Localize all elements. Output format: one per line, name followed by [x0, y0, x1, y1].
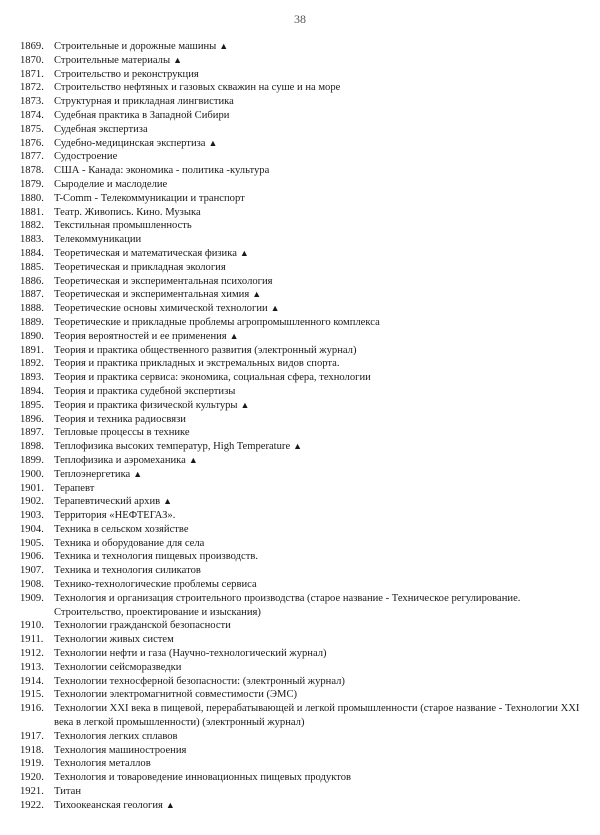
list-item: [20, 192, 585, 206]
entry-title: [54, 482, 585, 496]
entry-title-text: Титан: [54, 786, 82, 798]
entry-title-text: Технология машиностроения: [54, 744, 187, 756]
entry-title-text: Строительные материалы: [54, 54, 171, 66]
entry-title: [54, 109, 585, 123]
entry-title: [54, 385, 585, 399]
triangle-mark-icon: ▲: [270, 303, 280, 314]
entry-title: [54, 123, 585, 137]
list-item: [20, 564, 585, 578]
entry-title: [54, 564, 585, 578]
list-item: [20, 123, 585, 137]
entry-title: [54, 316, 585, 330]
entry-title: [54, 219, 585, 233]
entry-title-text: Теплофизика и аэромеханика: [54, 454, 186, 466]
entry-title: [54, 523, 585, 537]
list-item: [20, 771, 585, 785]
entry-number: 1894.: [20, 385, 44, 397]
entry-number: 1921.: [20, 786, 44, 798]
list-item: [20, 688, 585, 702]
entry-title-text: Теоретическая и математическая физика: [54, 247, 237, 259]
list-item: [20, 702, 585, 730]
entry-title-text: Теплоэнергетика: [54, 468, 131, 480]
entry-title-text: Территория «НЕФТЕГАЗ».: [54, 510, 176, 522]
entry-title-text: Теория и практика судебной экспертизы: [54, 385, 236, 397]
entry-title: [54, 495, 585, 509]
entry-title: [54, 730, 585, 744]
list-item: [20, 730, 585, 744]
list-item: [20, 330, 585, 344]
entry-title-text: Теоретические основы химической технологии: [54, 303, 268, 315]
entry-title-text: Технико-технологические проблемы сервиса: [54, 579, 257, 591]
entry-title: [54, 261, 585, 275]
entry-number: 1878.: [20, 165, 44, 177]
entry-title: [54, 592, 585, 620]
triangle-mark-icon: ▲: [208, 137, 218, 148]
entry-title-text: Технология и товароведение инновационных пищевых продуктов: [54, 772, 352, 784]
list-item: [20, 661, 585, 675]
list-item: [20, 633, 585, 647]
entry-title: [54, 633, 585, 647]
triangle-mark-icon: ▲: [188, 454, 198, 465]
triangle-mark-icon: ▲: [229, 330, 239, 341]
entry-title-text: Теория и практика общественного развития (электронный журнал): [54, 344, 357, 356]
list-item: [20, 468, 585, 482]
list-item: [20, 592, 585, 620]
list-item: [20, 302, 585, 316]
entry-title: [54, 550, 585, 564]
entry-number: 1893.: [20, 372, 44, 384]
entry-number: 1918.: [20, 744, 44, 756]
entry-number: 1900.: [20, 468, 44, 480]
list-item: [20, 578, 585, 592]
entry-number: 1871.: [20, 68, 44, 80]
entry-title-text: Театр. Живопись. Кино. Музыка: [54, 206, 201, 218]
entry-number: 1897.: [20, 427, 44, 439]
entry-number: 1898.: [20, 441, 44, 453]
entry-title-text: Строительство нефтяных и газовых скважин на суше и на море: [54, 82, 341, 94]
list-item: [20, 95, 585, 109]
entry-number: 1901.: [20, 482, 44, 494]
entry-number: 1910.: [20, 620, 44, 632]
list-item: [20, 344, 585, 358]
entry-number: 1903.: [20, 510, 44, 522]
entry-number: 1919.: [20, 758, 44, 770]
entry-title: [54, 661, 585, 675]
entry-title-text: Технологии электромагнитной совместимости (ЭМС): [54, 689, 298, 701]
list-item: [20, 81, 585, 95]
list-item: [20, 523, 585, 537]
triangle-mark-icon: ▲: [163, 496, 173, 507]
entry-title-text: Терапевтический архив: [54, 496, 161, 508]
list-item: [20, 675, 585, 689]
entry-title-text: Технологии XXI века в пищевой, перерабатывающей и легкой промышленности (старое название - Технологии XXI века в легкой промышленности) (электронный журнал): [54, 703, 580, 729]
entry-title: [54, 619, 585, 633]
entry-number: 1883.: [20, 234, 44, 246]
triangle-mark-icon: ▲: [239, 247, 249, 258]
entry-title: [54, 537, 585, 551]
entry-title-text: Судебная практика в Западной Сибири: [54, 109, 230, 121]
entry-number: 1922.: [20, 799, 44, 811]
entry-number: 1870.: [20, 54, 44, 66]
entry-number: 1875.: [20, 123, 44, 135]
entry-number: 1908.: [20, 579, 44, 591]
entry-number: 1872.: [20, 82, 44, 94]
list-item: [20, 482, 585, 496]
entry-title: [54, 40, 585, 54]
entry-title-text: Техника и технология пищевых производств.: [54, 551, 259, 563]
entry-title: [54, 178, 585, 192]
entry-number: 1884.: [20, 247, 44, 259]
entry-title: [54, 426, 585, 440]
list-item: [20, 399, 585, 413]
entry-number: 1887.: [20, 289, 44, 301]
entry-number: 1888.: [20, 303, 44, 315]
entry-title-text: Теплофизика высоких температур, High Temperature: [54, 441, 291, 453]
list-item: [20, 137, 585, 151]
entry-title-text: Технологии техносферной безопасности: (электронный журнал): [54, 675, 345, 687]
entry-title: [54, 647, 585, 661]
list-item: [20, 757, 585, 771]
list-item: [20, 178, 585, 192]
entry-title: [54, 799, 585, 813]
triangle-mark-icon: ▲: [165, 799, 175, 810]
entry-title-text: Теория и практика физической культуры: [54, 399, 238, 411]
entry-title-text: Техника и технология силикатов: [54, 565, 201, 577]
entry-title: [54, 468, 585, 482]
entry-number: 1896.: [20, 413, 44, 425]
entry-title-text: Теоретическая и экспериментальная химия: [54, 289, 250, 301]
list-item: [20, 537, 585, 551]
entry-number: 1907.: [20, 565, 44, 577]
entry-number: 1869.: [20, 41, 44, 52]
list-item: [20, 371, 585, 385]
entry-title-text: Теория вероятностей и ее применения: [54, 330, 227, 342]
entry-title-text: Телекоммуникации: [54, 234, 142, 246]
list-item: [20, 357, 585, 371]
entry-title-text: Тихоокеанская геология: [54, 799, 163, 811]
list-item: [20, 150, 585, 164]
list-item: [20, 413, 585, 427]
entry-title: [54, 288, 585, 302]
entry-title: [54, 81, 585, 95]
list-item: [20, 68, 585, 82]
entry-title: [54, 302, 585, 316]
list-item: [20, 164, 585, 178]
entry-title: [54, 744, 585, 758]
entry-title: [54, 509, 585, 523]
entry-title: [54, 771, 585, 785]
entry-title-text: Строительные и дорожные машины: [54, 41, 217, 52]
list-item: [20, 233, 585, 247]
entry-title-text: Теория и практика сервиса: экономика, социальная сфера, технологии: [54, 372, 371, 384]
list-item: [20, 385, 585, 399]
triangle-mark-icon: ▲: [219, 41, 229, 51]
entry-title-text: Судостроение: [54, 151, 118, 163]
entry-title-text: Теоретическая и прикладная экология: [54, 261, 226, 273]
entry-title: [54, 702, 585, 730]
entry-number: 1909.: [20, 592, 44, 604]
entry-number: 1913.: [20, 661, 44, 673]
entry-number: 1879.: [20, 178, 44, 190]
list-item: [20, 647, 585, 661]
entry-title: [54, 233, 585, 247]
entry-title: [54, 192, 585, 206]
entry-number: 1874.: [20, 109, 44, 121]
entry-title-text: Теоретические и прикладные проблемы агропромышленного комплекса: [54, 316, 380, 328]
list-item: [20, 550, 585, 564]
entry-title-text: Технологии сейсморазведки: [54, 661, 182, 673]
entry-number: 1906.: [20, 551, 44, 563]
entry-title: [54, 688, 585, 702]
list-item: [20, 316, 585, 330]
entry-title: [54, 164, 585, 178]
entry-number: 1920.: [20, 772, 44, 784]
entry-title: [54, 785, 585, 799]
journal-list: [20, 40, 585, 813]
entry-title: [54, 150, 585, 164]
entry-number: 1914.: [20, 675, 44, 687]
list-item: [20, 744, 585, 758]
entry-title-text: Технология металлов: [54, 758, 151, 770]
entry-title: [54, 357, 585, 371]
entry-number: 1877.: [20, 151, 44, 163]
entry-title-text: Текстильная промышленность: [54, 220, 192, 232]
list-item: [20, 109, 585, 123]
list-item: [20, 495, 585, 509]
page-number: 38: [294, 12, 306, 26]
entry-title: [54, 95, 585, 109]
entry-title-text: Теория и практика прикладных и экстремальных видов спорта.: [54, 358, 340, 370]
entry-title-text: Технологии нефти и газа (Научно-технологический журнал): [54, 648, 327, 660]
entry-title-text: Теория и техника радиосвязи: [54, 413, 186, 425]
list-item: [20, 206, 585, 220]
entry-title: [54, 578, 585, 592]
entry-title: [54, 68, 585, 82]
entry-title-text: Структурная и прикладная лингвистика: [54, 96, 234, 108]
entry-title-text: Техника в сельском хозяйстве: [54, 523, 189, 535]
list-item: [20, 509, 585, 523]
entry-title-text: Технология и организация строительного производства (старое название - Техническое регулирование. Строительство, проектирование и изыскания): [54, 592, 521, 618]
entry-title: [54, 206, 585, 220]
entry-title: [54, 675, 585, 689]
entry-title: [54, 371, 585, 385]
entry-number: 1892.: [20, 358, 44, 370]
entry-number: 1899.: [20, 454, 44, 466]
list-item: [20, 40, 585, 54]
entry-number: 1891.: [20, 344, 44, 356]
list-item: [20, 261, 585, 275]
triangle-mark-icon: ▲: [173, 54, 183, 65]
entry-title: [54, 275, 585, 289]
list-item: [20, 288, 585, 302]
entry-title: [54, 454, 585, 468]
entry-number: 1880.: [20, 192, 44, 204]
entry-number: 1905.: [20, 537, 44, 549]
entry-number: 1912.: [20, 648, 44, 660]
list-item: [20, 219, 585, 233]
entry-number: 1876.: [20, 137, 44, 149]
entry-title: [54, 247, 585, 261]
entry-number: 1902.: [20, 496, 44, 508]
entry-number: 1881.: [20, 206, 44, 218]
entry-title: [54, 399, 585, 413]
entry-title: [54, 344, 585, 358]
entry-number: 1889.: [20, 316, 44, 328]
entry-title-text: T-Comm - Телекоммуникации и транспорт: [54, 192, 245, 204]
list-item: [20, 54, 585, 68]
triangle-mark-icon: ▲: [252, 289, 262, 300]
entry-title: [54, 330, 585, 344]
entry-title-text: Терапевт: [54, 482, 95, 494]
list-item: [20, 454, 585, 468]
list-item: [20, 247, 585, 261]
entry-title: [54, 440, 585, 454]
entry-title: [54, 757, 585, 771]
entry-title-text: Тепловые процессы в технике: [54, 427, 190, 439]
entry-number: 1915.: [20, 689, 44, 701]
triangle-mark-icon: ▲: [240, 399, 250, 410]
triangle-mark-icon: ▲: [293, 441, 303, 452]
entry-number: 1916.: [20, 703, 44, 715]
entry-title-text: Строительство и реконструкция: [54, 68, 199, 80]
entry-title: [54, 137, 585, 151]
list-item: [20, 619, 585, 633]
entry-title-text: Судебная экспертиза: [54, 123, 148, 135]
entry-number: 1895.: [20, 399, 44, 411]
list-item: [20, 275, 585, 289]
entry-number: 1885.: [20, 261, 44, 273]
list-item: [20, 440, 585, 454]
entry-title-text: Сыроделие и маслоделие: [54, 178, 168, 190]
entry-title-text: Технологии живых систем: [54, 634, 174, 646]
entry-title-text: Судебно-медицинская экспертиза: [54, 137, 206, 149]
entry-title: [54, 413, 585, 427]
entry-title-text: Теоретическая и экспериментальная психология: [54, 275, 273, 287]
entry-number: 1873.: [20, 96, 44, 108]
triangle-mark-icon: ▲: [133, 468, 143, 479]
entry-number: 1890.: [20, 330, 44, 342]
entry-number: 1886.: [20, 275, 44, 287]
list-item: [20, 426, 585, 440]
entry-title-text: Технологии гражданской безопасности: [54, 620, 231, 632]
entry-title: [54, 54, 585, 68]
entry-title-text: Техника и оборудование для села: [54, 537, 205, 549]
entry-number: 1911.: [20, 634, 44, 646]
list-item: [20, 799, 585, 813]
list-item: [20, 785, 585, 799]
entry-title-text: США - Канада: экономика - политика -культура: [54, 165, 270, 177]
entry-number: 1904.: [20, 523, 44, 535]
entry-number: 1882.: [20, 220, 44, 232]
entry-title-text: Технология легких сплавов: [54, 730, 178, 742]
entry-number: 1917.: [20, 730, 44, 742]
